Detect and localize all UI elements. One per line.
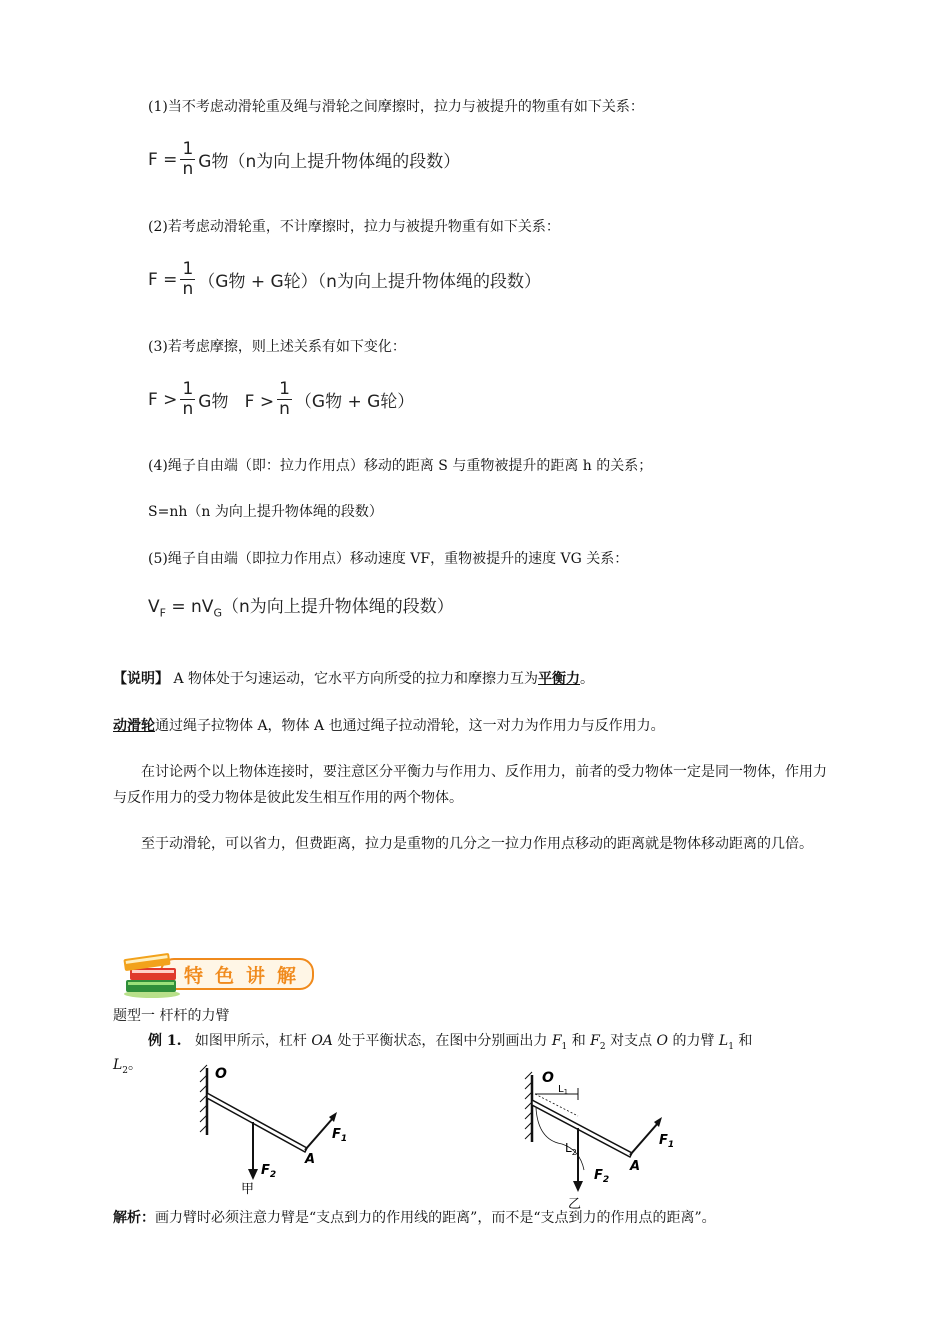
books-icon [120, 950, 190, 998]
text-line-4b: S=nh（n 为向上提升物体绳的段数） [148, 504, 383, 520]
label-a: A [305, 1152, 316, 1167]
text-line-4: (4)绳子自由端（即：拉力作用点）移动的距离 S 与重物被提升的距离 h 的关系； [148, 458, 653, 474]
label-o: O [542, 1070, 554, 1086]
note-line: 【说明】 A 物体处于匀速运动，它水平方向所受的拉力和摩擦力互为平衡力。 [113, 671, 595, 687]
formula-3-fraction-2: $\frac{1}{n}$ [279, 379, 290, 419]
paragraph-1: 在讨论两个以上物体连接时，要注意区分平衡力与作用力、反作用力，前者的受力物体一定是同一物体，作用力与反作用力的受力物体是彼此发生相互作用的两个物体。 [113, 764, 827, 806]
banner-text: 特色讲解 [184, 965, 309, 987]
text-line-1: (1)当不考虑动滑轮重及绳与滑轮之间摩擦时，拉力与被提升的物重有如下关系： [148, 99, 644, 115]
label-o: O [215, 1066, 227, 1082]
label-f1: $F_1$ [332, 1127, 348, 1144]
note-text: A 物体处于匀速运动，它水平方向所受的拉力和摩擦力互为 [169, 671, 539, 687]
formula-2-fraction: $\frac{1}{n}$ [182, 259, 194, 299]
example-line-1: 例 1. 如图甲所示，杠杆 OA 处于平衡状态，在图中分别画出力 $F_1$ 和 $F_2$ 对支点 O 的力臂 $L_1$ 和 [148, 1033, 753, 1052]
analysis-tag: 解析 [113, 1210, 141, 1226]
force-f1-line [630, 1123, 658, 1155]
analysis: 解析：画力臂时必须注意力臂是“支点到力的作用线的距离”，而不是“支点到力的作用点的距离”。 [113, 1210, 716, 1226]
example-line-2: $L_2$。 [113, 1057, 143, 1076]
pulley-line [113, 716, 665, 736]
formula-1-right: G物（n为向上提升物体绳的段数） [198, 152, 461, 172]
figure-jia [195, 1060, 365, 1200]
lever-oa [207, 1093, 307, 1152]
pulley-text: 通过绳子拉物体 A，物体 A 也通过绳子拉动滑轮，这一对力为作用力与反作用力。 [155, 718, 665, 734]
caption-jia: 甲 [241, 1182, 255, 1197]
paragraph-2: 至于动滑轮，可以省力，但费距离，拉力是重物的几分之一拉力作用点移动的距离就是物体移动距离的几倍。 [141, 836, 813, 852]
example-label: 例 1. [148, 1033, 182, 1049]
formula-1 [148, 140, 460, 179]
section-banner [120, 950, 320, 998]
text-line-2: (2)若考虑动滑轮重，不计摩擦时，拉力与被提升物重有如下关系： [148, 219, 560, 235]
formula-2 [148, 260, 541, 299]
pulley-keyword: 动滑轮 [113, 718, 155, 734]
text-line-3: (3)若考虑摩擦，则上述关系有如下变化： [148, 339, 406, 355]
label-f2: $F_2$ [594, 1168, 610, 1185]
formula-2-right: （G物 + G轮）（n为向上提升物体绳的段数） [198, 272, 541, 292]
force-f2-arrowhead [248, 1169, 258, 1180]
formula-3 [148, 380, 414, 419]
label-a: A [630, 1159, 641, 1174]
label-f1: $F_1$ [659, 1133, 675, 1150]
force-f2-arrowhead [573, 1181, 583, 1192]
figure-yi [520, 1060, 690, 1220]
formula-3-right: （G物 + G轮） [294, 392, 415, 412]
lever-oa [532, 1100, 632, 1157]
force-f1-line [305, 1118, 333, 1150]
note-tag: 【说明】 [113, 671, 169, 687]
label-l2: $L_2$ [565, 1141, 577, 1157]
formula-2-left: F = [148, 269, 178, 290]
formula-3-fraction-1: $\frac{1}{n}$ [182, 379, 194, 419]
formula-1-fraction: $\frac{1}{n}$ [182, 139, 194, 179]
formula-3-mid: G物 F > [198, 392, 275, 412]
formula-4: $V_F = nV_G(n$为向上提升物体绳的段数） [148, 597, 454, 620]
note-keyword: 平衡力 [538, 671, 581, 687]
label-f2: $F_2$ [261, 1163, 277, 1180]
label-l1: $L_1$ [558, 1084, 569, 1096]
analysis-text: 画力臂时必须注意力臂是“支点到力的作用线的距离”，而不是“支点到力的作用点的距离”。 [155, 1210, 716, 1226]
caption-yi: 乙 [568, 1197, 582, 1212]
section-heading: 题型一 杆杆的力臂 [113, 1008, 230, 1024]
formula-3-left: F > [148, 389, 178, 410]
text-line-5: (5)绳子自由端（即拉力作用点）移动速度 VF，重物被提升的速度 VG 关系： [148, 551, 629, 567]
formula-1-left: F = [148, 149, 178, 170]
